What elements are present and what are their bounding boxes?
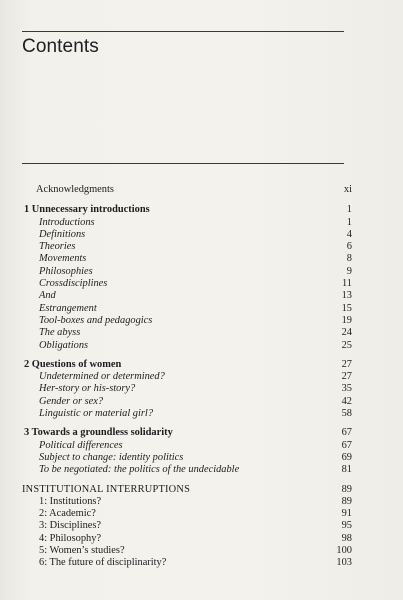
toc-item xyxy=(22,315,352,327)
toc-item-title: Philosophies xyxy=(39,265,93,277)
toc-chapter-page: 27 xyxy=(341,358,352,370)
toc-chapter-title: 3 Towards a groundless solidarity xyxy=(24,427,173,439)
toc-item-title: Linguistic or material girl? xyxy=(39,408,154,420)
toc-item-page: 100 xyxy=(336,545,352,557)
toc-item-title: And xyxy=(39,290,56,302)
toc-chapter-title: 1 Unnecessary introductions xyxy=(24,204,150,216)
toc-item-title: 2: Academic? xyxy=(39,508,96,520)
toc-item-page: 11 xyxy=(341,278,352,290)
toc-item-page: 98 xyxy=(341,532,352,544)
toc-item-page: 35 xyxy=(341,383,352,395)
toc-item-title: Obligations xyxy=(39,339,89,351)
toc-item-page: 67 xyxy=(341,439,352,451)
toc-item-title: To be negotiated: the politics of the undecidable xyxy=(39,464,240,476)
toc-item-title: 5: Women’s studies? xyxy=(39,545,125,557)
toc-item-page: 91 xyxy=(341,508,352,520)
toc-item-title: 1: Institutions? xyxy=(39,495,102,507)
toc-item-title: 4: Philosophy? xyxy=(39,532,102,544)
toc-part-page: 89 xyxy=(341,483,352,495)
toc-item xyxy=(22,278,352,290)
toc-item-page: 58 xyxy=(341,408,352,420)
divider-rule xyxy=(22,163,344,164)
table-of-contents xyxy=(22,184,352,570)
toc-item xyxy=(22,408,352,420)
toc-item xyxy=(22,396,352,408)
toc-chapter-page: 1 xyxy=(346,204,352,216)
toc-item-title: 6: The future of disciplinarity? xyxy=(39,557,167,569)
toc-item-page: 103 xyxy=(336,557,352,569)
top-rule xyxy=(22,31,344,32)
toc-item xyxy=(22,217,352,229)
toc-chapter-2 xyxy=(22,359,352,371)
toc-item-title: Movements xyxy=(39,253,87,265)
toc-item xyxy=(22,290,352,302)
toc-item-page: 42 xyxy=(341,395,352,407)
toc-item xyxy=(22,508,352,520)
toc-item-title: Definitions xyxy=(39,228,86,240)
toc-item-title: Crossdisciplines xyxy=(39,278,108,290)
toc-item-title: Theories xyxy=(39,241,76,253)
page-title: Contents xyxy=(22,36,99,57)
toc-item-page: 15 xyxy=(341,302,352,314)
toc-item xyxy=(22,371,352,383)
toc-part-institutional-interruptions xyxy=(22,484,352,496)
toc-item xyxy=(22,303,352,315)
toc-chapter-page: 67 xyxy=(341,427,352,439)
toc-item xyxy=(22,266,352,278)
toc-chapter-1 xyxy=(22,204,352,216)
toc-item-page: 19 xyxy=(341,314,352,326)
toc-item-page: 13 xyxy=(341,290,352,302)
toc-entry-acknowledgments xyxy=(22,184,352,196)
toc-item-page: 6 xyxy=(346,241,352,253)
toc-item-title: Her-story or his-story? xyxy=(39,383,136,395)
toc-item-page: 4 xyxy=(346,228,352,240)
toc-item-title: Political differences xyxy=(39,439,123,451)
toc-item-page: 69 xyxy=(341,451,352,463)
toc-item xyxy=(22,496,352,508)
toc-item-title: Tool-boxes and pedagogics xyxy=(39,314,153,326)
toc-chapter-title: 2 Questions of women xyxy=(24,358,122,370)
toc-item-title: Subject to change: identity politics xyxy=(39,451,184,463)
toc-item-page: 1 xyxy=(346,216,352,228)
toc-item-page: 25 xyxy=(341,339,352,351)
toc-item xyxy=(22,327,352,339)
toc-item xyxy=(22,452,352,464)
toc-item xyxy=(22,229,352,241)
toc-item xyxy=(22,241,352,253)
toc-item xyxy=(22,557,352,569)
toc-item-page: 95 xyxy=(341,520,352,532)
toc-item-title: Undetermined or determined? xyxy=(39,371,165,383)
toc-entry-title: Acknowledgments xyxy=(36,184,114,195)
toc-item xyxy=(22,464,352,476)
toc-item-page: 8 xyxy=(346,253,352,265)
toc-item xyxy=(22,520,352,532)
toc-item xyxy=(22,545,352,557)
toc-item xyxy=(22,340,352,352)
toc-item-page: 81 xyxy=(341,464,352,476)
toc-item-title: Estrangement xyxy=(39,302,97,314)
toc-item-title: Gender or sex? xyxy=(39,395,104,407)
toc-item-title: 3: Disciplines? xyxy=(39,520,102,532)
toc-item xyxy=(22,533,352,545)
toc-item xyxy=(22,253,352,265)
toc-item xyxy=(22,383,352,395)
toc-part-title: INSTITUTIONAL INTERRUPTIONS xyxy=(22,483,191,495)
toc-item-title: The abyss xyxy=(39,327,81,339)
toc-item-page: 9 xyxy=(346,265,352,277)
toc-entry-page: xi xyxy=(343,184,352,195)
toc-chapter-3 xyxy=(22,427,352,439)
toc-item-page: 24 xyxy=(341,327,352,339)
toc-item-page: 89 xyxy=(341,495,352,507)
toc-item xyxy=(22,440,352,452)
toc-item-title: Introductions xyxy=(39,216,95,228)
toc-item-page: 27 xyxy=(341,371,352,383)
